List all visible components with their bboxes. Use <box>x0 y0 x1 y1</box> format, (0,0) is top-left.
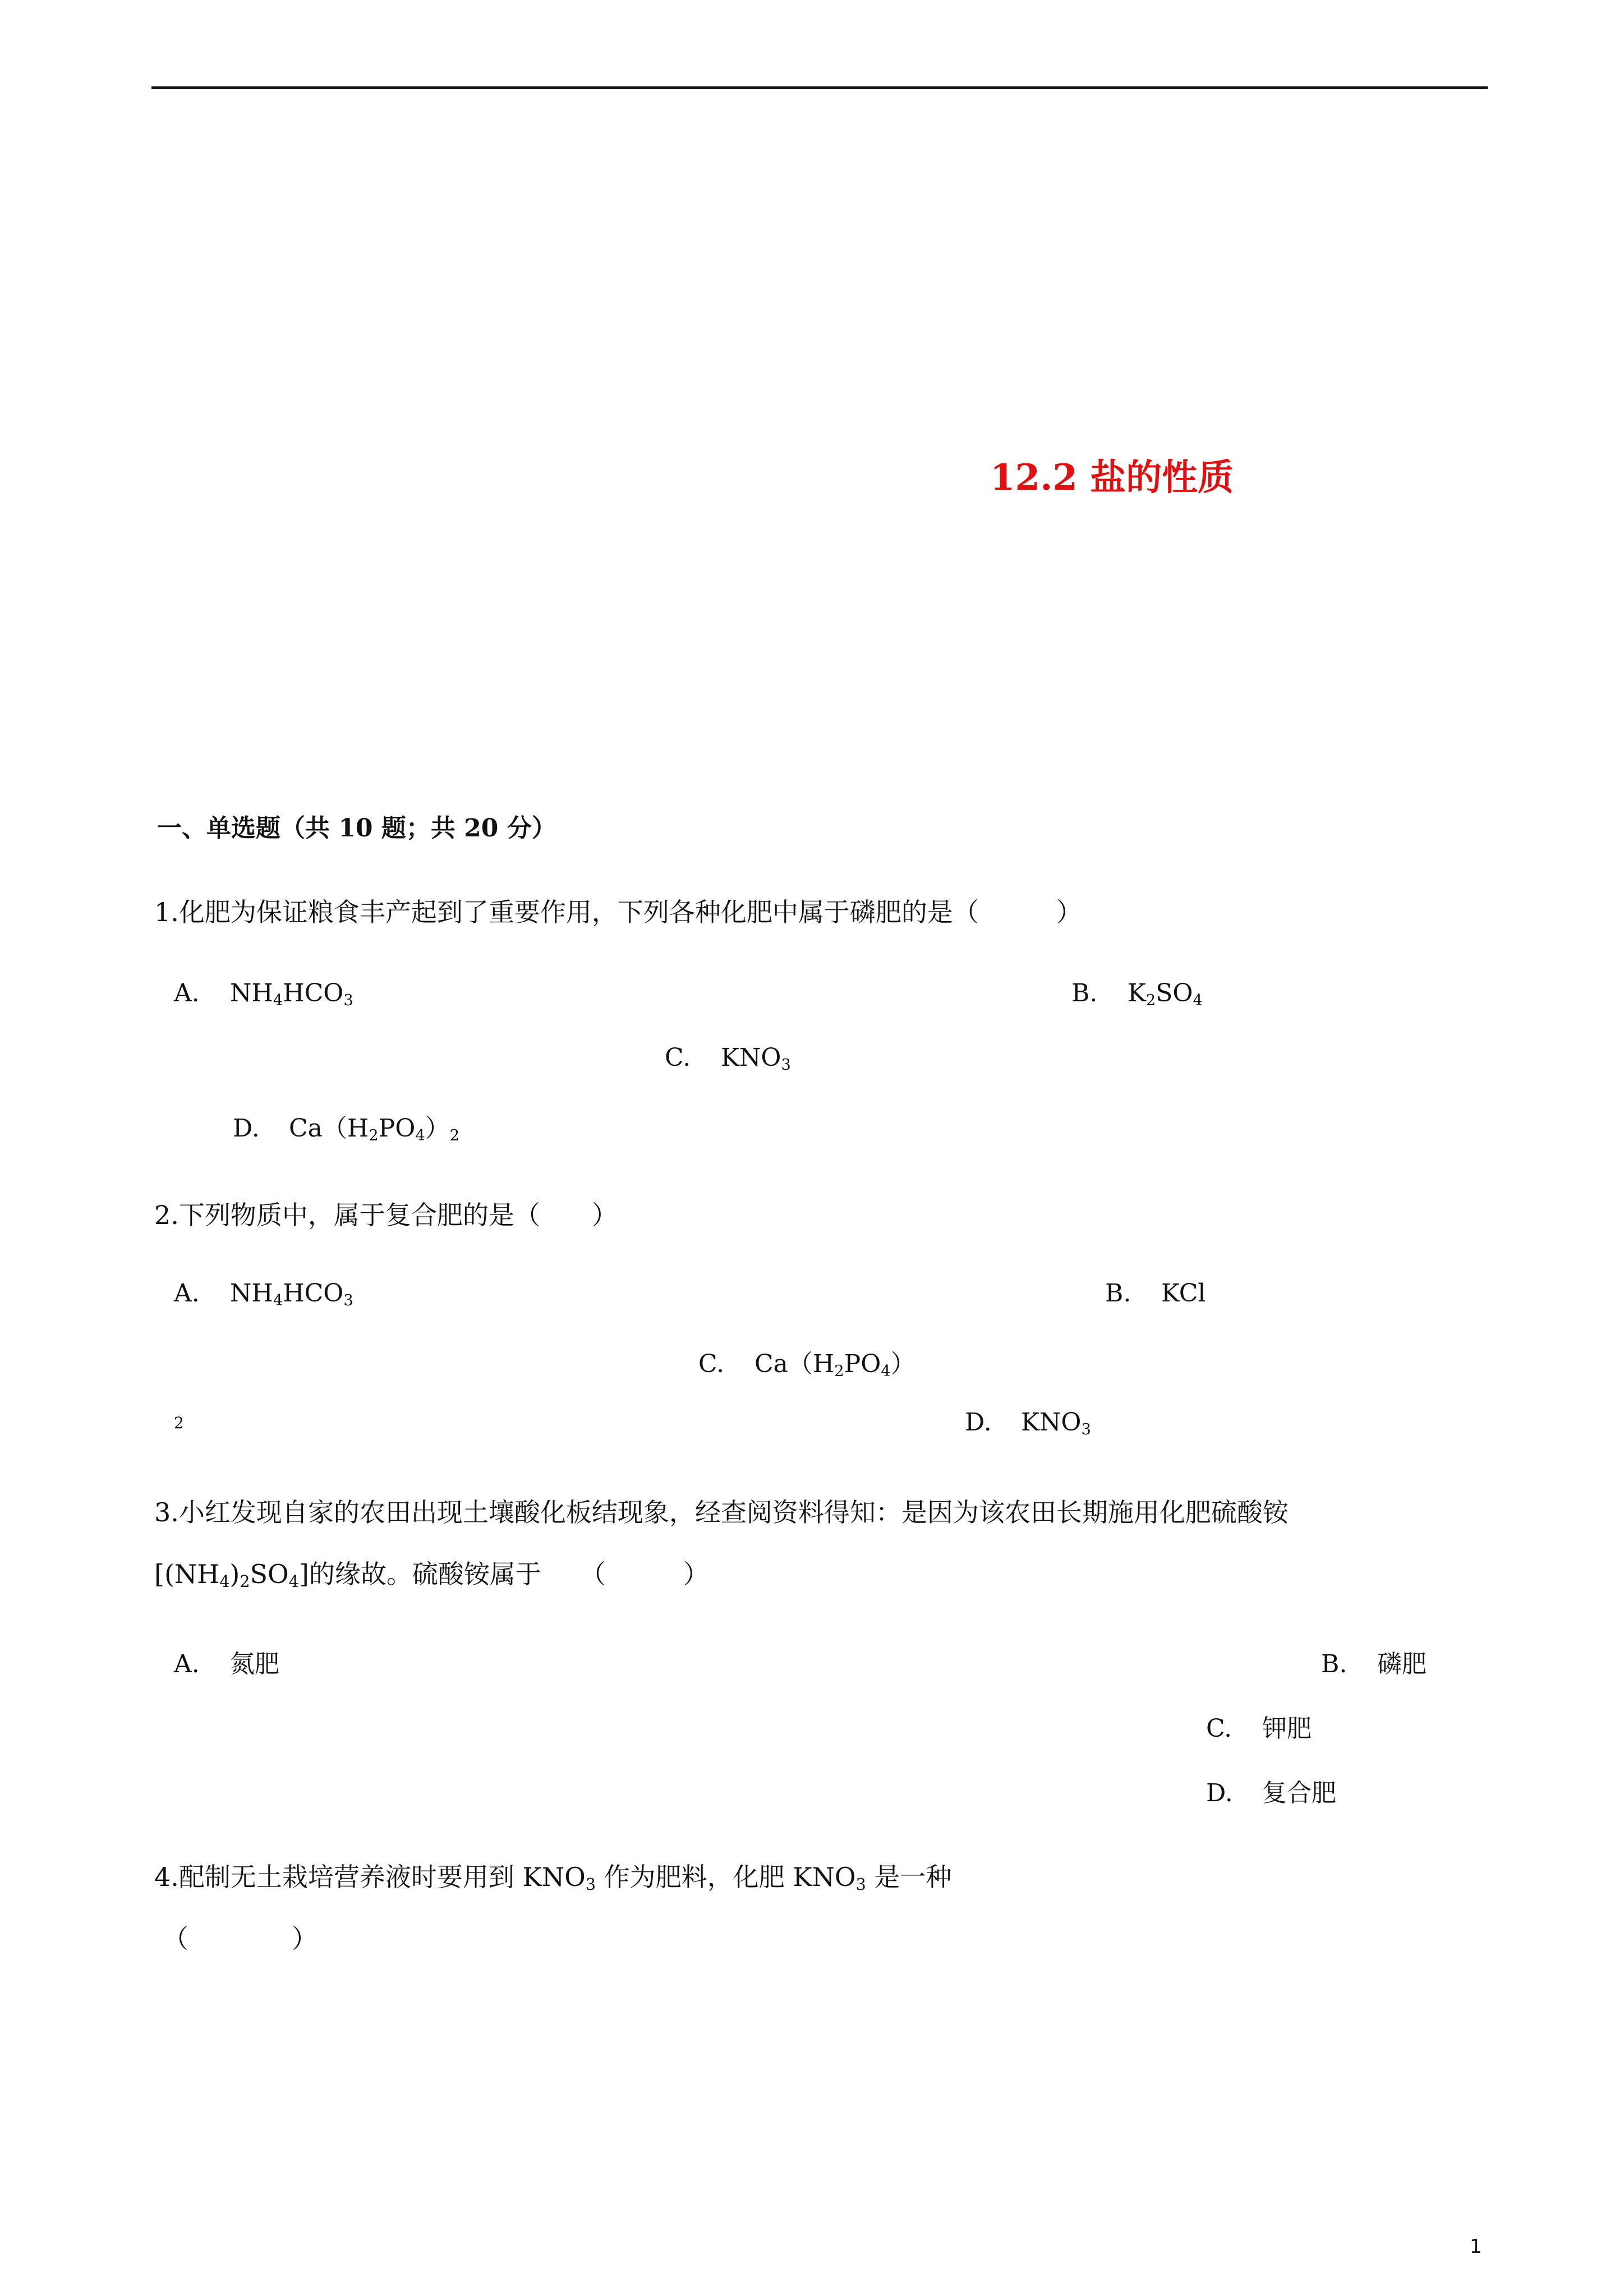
header-rule <box>151 86 1488 89</box>
question-3-option-b: B. 磷肥 <box>1321 1650 1427 1678</box>
page-title: 12.2 盐的性质 <box>990 457 1234 499</box>
question-1-option-c: C. $KNO_3$ <box>665 1043 791 1074</box>
question-2-option-c-subscript: 2 <box>174 1414 184 1432</box>
question-3-option-d: D. 复合肥 <box>1206 1779 1336 1807</box>
option-label: D. <box>233 1114 260 1143</box>
option-label: C. <box>665 1043 691 1072</box>
question-2-option-d: D. $KNO_3$ <box>965 1408 1091 1438</box>
option-label: B. <box>1321 1650 1347 1678</box>
question-2-stem: 2.下列物质中，属于复合肥的是（ ） <box>154 1200 618 1230</box>
question-3-option-c: C. 钾肥 <box>1206 1714 1312 1743</box>
question-1-stem: 1.化肥为保证粮食丰产起到了重要作用，下列各种化肥中属于磷肥的是（ ） <box>154 897 1082 927</box>
option-label: D. <box>1206 1779 1233 1807</box>
question-1-option-d: D. $Ca(H_2PO_4)_2$ <box>233 1114 460 1144</box>
question-2-option-c: C. $Ca(H_2PO_4)$ <box>698 1350 915 1380</box>
question-3-option-a: A. 氮肥 <box>174 1650 279 1678</box>
option-label: A. <box>174 1650 200 1678</box>
question-2-option-a: A. $NH_4HCO_3$ <box>174 1279 353 1309</box>
question-3-stem-line-2: $[(NH_4)_2SO_4]$的缘故。硫酸铵属于 （ ） <box>154 1559 709 1591</box>
option-label: C. <box>1206 1714 1232 1743</box>
question-4-stem: 4.配制无土栽培营养液时要用到 $KNO_3$ 作为肥料，化肥 $KNO_3$ 是一种 <box>154 1862 952 1894</box>
option-label: A. <box>174 979 200 1007</box>
question-4-answer-blank: （ ） <box>163 1924 318 1954</box>
option-label: B. <box>1105 1279 1131 1308</box>
section-heading: 一、单选题（共 10 题；共 20 分） <box>157 814 556 843</box>
option-label: C. <box>698 1350 725 1378</box>
page-number: 1 <box>1470 2235 1482 2258</box>
option-label: D. <box>965 1408 992 1437</box>
question-2-option-b: B. KCl <box>1105 1279 1206 1308</box>
option-label: A. <box>174 1279 200 1308</box>
question-3-stem-line-1: 3.小红发现自家的农田出现土壤酸化板结现象，经查阅资料得知：是因为该农田长期施用化肥硫酸铵 <box>154 1497 1289 1527</box>
question-1-option-b: B. $K_2SO_4$ <box>1071 979 1203 1009</box>
question-1-option-a: A. $NH_4HCO_3$ <box>174 979 353 1009</box>
option-label: B. <box>1071 979 1098 1007</box>
